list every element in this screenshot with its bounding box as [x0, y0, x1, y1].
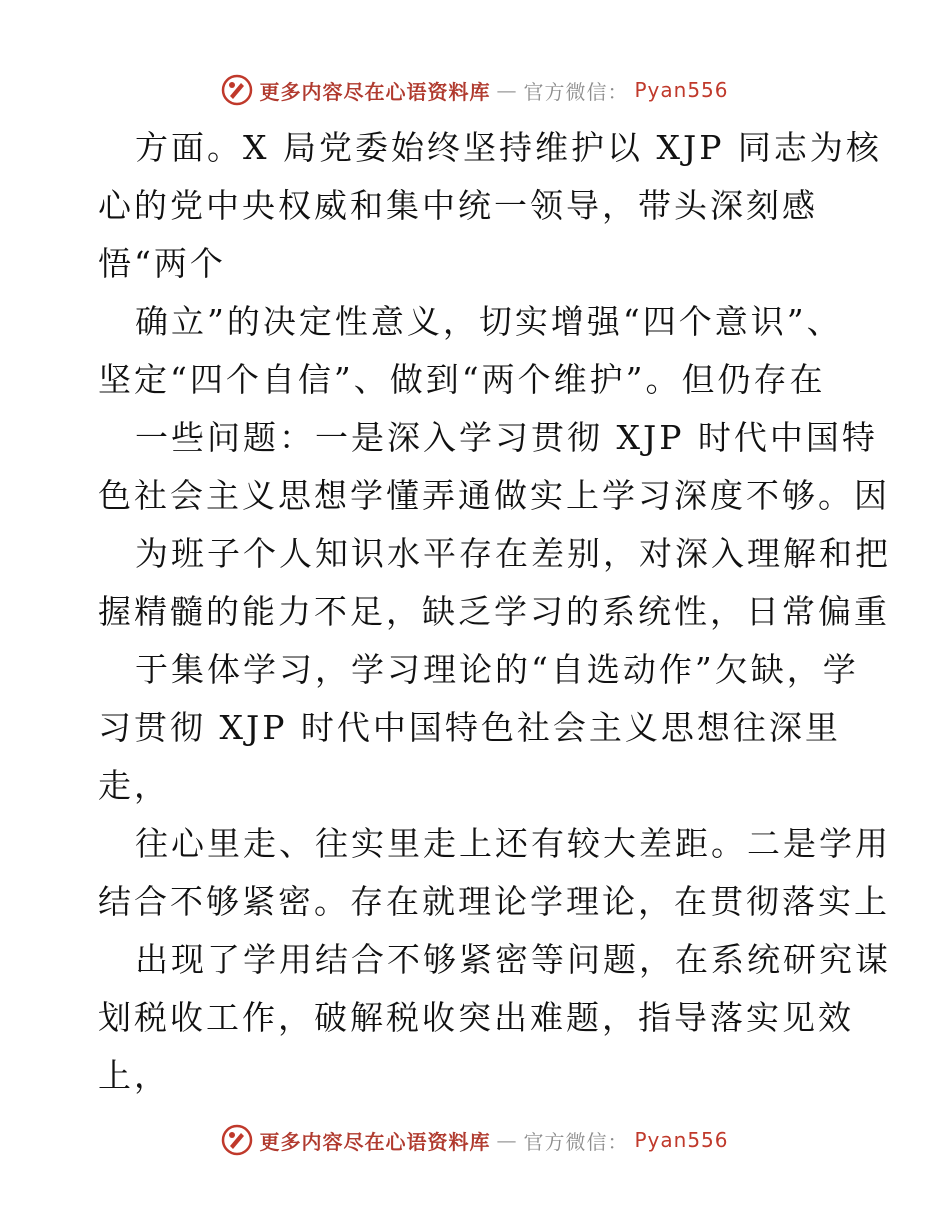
- watermark-label: 官方微信：: [523, 79, 629, 104]
- text-line: 走，: [98, 766, 170, 805]
- text-line: 握精髓的能力不足，缺乏学习的系统性，日常偏重: [98, 592, 890, 631]
- text-line: 往心里走、往实里走上还有较大差距。二是学用: [135, 824, 891, 863]
- text-line: 悟“两个: [98, 244, 226, 283]
- watermark-wechat-id: Pyan556: [634, 1128, 729, 1152]
- text-line: 于集体学习，学习理论的“自选动作”欠缺，学: [135, 650, 859, 689]
- footer-watermark: [0, 1120, 950, 1160]
- brand-logo-icon: [221, 1124, 253, 1156]
- text-line: 出现了学用结合不够紧密等问题，在系统研究谋: [135, 940, 891, 979]
- text-line: 坚定“四个自信”、做到“两个维护”。但仍存在: [98, 360, 826, 399]
- text-line: 划税收工作，破解税收突出难题，指导落实见效: [98, 998, 854, 1037]
- watermark-brand: 更多内容尽在心语资料库: [259, 79, 491, 104]
- watermark-separator: —: [496, 1128, 518, 1152]
- watermark-label: 官方微信：: [523, 1129, 629, 1154]
- watermark-brand: 更多内容尽在心语资料库: [259, 1129, 491, 1154]
- text-line: 习贯彻 XJP 时代中国特色社会主义思想往深里: [98, 708, 841, 747]
- text-line: 结合不够紧密。存在就理论学理论，在贯彻落实上: [98, 882, 890, 921]
- watermark-wechat-id: Pyan556: [634, 78, 729, 102]
- text-line: 方面。X 局党委始终坚持维护以 XJP 同志为核: [135, 128, 882, 167]
- text-line: 确立”的决定性意义，切实增强“四个意识”、: [135, 302, 843, 341]
- watermark-separator: —: [496, 78, 518, 102]
- text-line: 色社会主义思想学懂弄通做实上学习深度不够。因: [98, 476, 890, 515]
- text-line: 上，: [98, 1056, 170, 1095]
- text-line: 一些问题：一是深入学习贯彻 XJP 时代中国特: [135, 418, 878, 457]
- text-line: 心的党中央权威和集中统一领导，带头深刻感: [98, 186, 818, 225]
- text-line: 为班子个人知识水平存在差别，对深入理解和把: [135, 534, 891, 573]
